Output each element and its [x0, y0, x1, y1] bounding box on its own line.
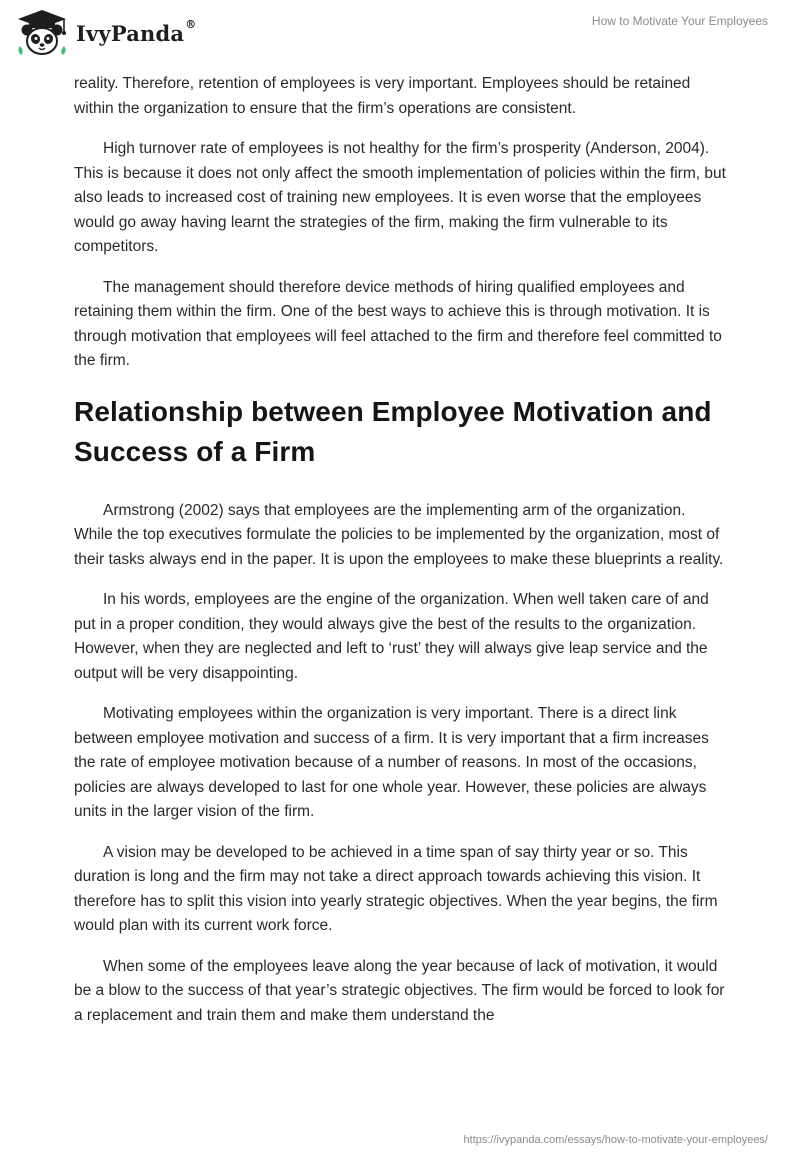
paragraph: In his words, employees are the engine of the organization. When well taken care of and put in a proper condition, they would always give the best of the results to the organization. However, when they are neglected and left to ‘rust’ they will always give leap service and the output will be very disappointing.	[74, 591, 709, 682]
paragraph: The management should therefore device methods of hiring qualified employees and retaining them within the firm. One of the best ways to achieve this is through motivation. It is through motivation that employees will feel attached to the firm and therefore feel committed to the firm.	[74, 278, 722, 369]
essay-body	[74, 72, 726, 1044]
ivypanda-logo[interactable]	[14, 8, 196, 58]
paragraph: A vision may be developed to be achieved in a time span of say thirty year or so. This duration is long and the firm may not take a direct approach towards achieving this vision. It therefore has to split this vision into yearly strategic objectives. When the year begins, the firm would plan with its current work force.	[74, 843, 718, 934]
paragraph: Motivating employees within the organization is very important. There is a direct link between employee motivation and success of a firm. It is very important that a firm increases the rate of employee motivation because of a number of reasons. In most of the occasions, policies are always developed to last for one whole year. However, these policies are always units in the larger vision of the firm.	[74, 705, 709, 820]
source-url[interactable]: https://ivypanda.com/essays/how-to-motivate-your-employees/	[463, 1134, 768, 1146]
panda-graduate-icon	[14, 8, 70, 58]
paragraph: reality. Therefore, retention of employees is very important. Employees should be retained within the organization to ensure that the firm’s operations are consistent.	[74, 75, 691, 117]
page-header	[0, 0, 800, 70]
paragraph: Armstrong (2002) says that employees are the implementing arm of the organization. While the top executives formulate the policies to be implemented by the organization, most of their tasks always end in the paper. It is upon the employees to make these blueprints a reality.	[74, 501, 724, 568]
paragraph: High turnover rate of employees is not healthy for the firm’s prosperity (Anderson, 2004). This is because it does not only affect the smooth implementation of policies within the firm, but also leads to increased cost of training new employees. It is even worse that the employees would go away having learnt the strategies of the firm, making the firm vulnerable to its competitors.	[74, 140, 726, 255]
paragraph: When some of the employees leave along the year because of lack of motivation, it would be a blow to the success of that year’s strategic objectives. The firm would be forced to look for a replacement and train them and make them understand the	[74, 957, 725, 1024]
section-heading: Relationship between Employee Motivation and Success of a Firm	[74, 395, 712, 467]
brand-name: IvyPanda®	[76, 17, 197, 46]
document-title: How to Motivate Your Employees	[591, 14, 768, 28]
